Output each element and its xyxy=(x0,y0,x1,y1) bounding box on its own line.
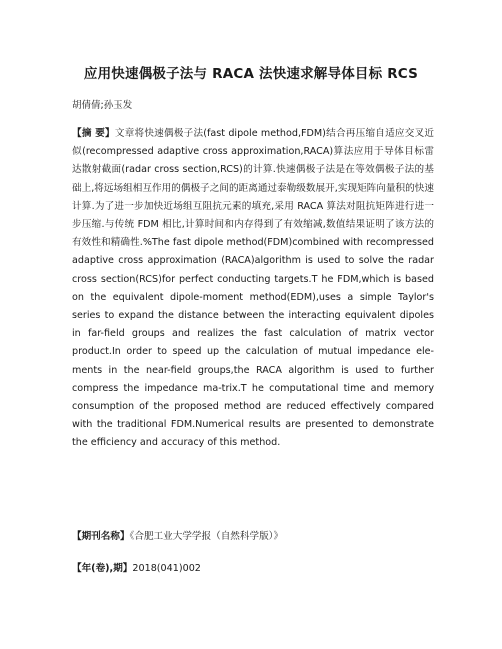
authors: 胡倩倩;孙玉发 xyxy=(72,100,133,111)
journal-label: 【期刊名称】 xyxy=(72,531,130,542)
abstract xyxy=(72,125,434,453)
year-volume-issue-field xyxy=(72,560,201,574)
year-volume-issue-label: 【年(卷),期】 xyxy=(72,563,133,574)
journal-value: 《合肥工业大学学报（自然科学版）》 xyxy=(129,531,284,542)
abstract-text: 文章将快速偶极子法(fast dipole method,FDM)结合再压缩自适应交叉近似(recompressed adaptive cross approximation,RACA)算法应用于导体目标雷达散射截面(radar cross section,RCS)的计算.快速偶极子法是在等效偶极子法的基础上,将远场组相互作用的偶极子之间的距离通过泰勒级数展开,实现矩阵向量积的快速计算.为了进一步加快近场组互阻抗元素的填充,采用 RACA 算法对阻抗矩阵进行进一步压缩.与传统 FDM 相比,计算时间和内存得到了有效缩减,数值结果证明了该方法的有效性和精确性.%The fast dipole method(FDM)combined with recompressed adaptive cross approximation (RACA)algorithm is used to solve the radar cross section(RCS)for perfect conducting targets.T he FDM,which is based on the equivalent dipole-moment method(EDM),uses a simple Taylor's series to expand the distance between the interacting equivalent dipoles in far-field groups and realizes the fast calculation of matrix vector product.In order to speed up the calculation of mutual impedance ele-ments in the near-field groups,the RACA algorithm is used to further compress the impedance ma-trix.T he computational time and memory consumption of the proposed method are reduced effectively compared with the traditional FDM.Numerical results are presented to demonstrate the efficiency and accuracy of this method. xyxy=(72,128,434,449)
year-volume-issue-value: 2018(041)002 xyxy=(132,563,201,574)
document-title: 应用快速偶极子法与 RACA 法快速求解导体目标 RCS xyxy=(83,66,419,82)
abstract-label: 【摘 要】 xyxy=(72,128,115,139)
journal-field xyxy=(72,528,283,542)
